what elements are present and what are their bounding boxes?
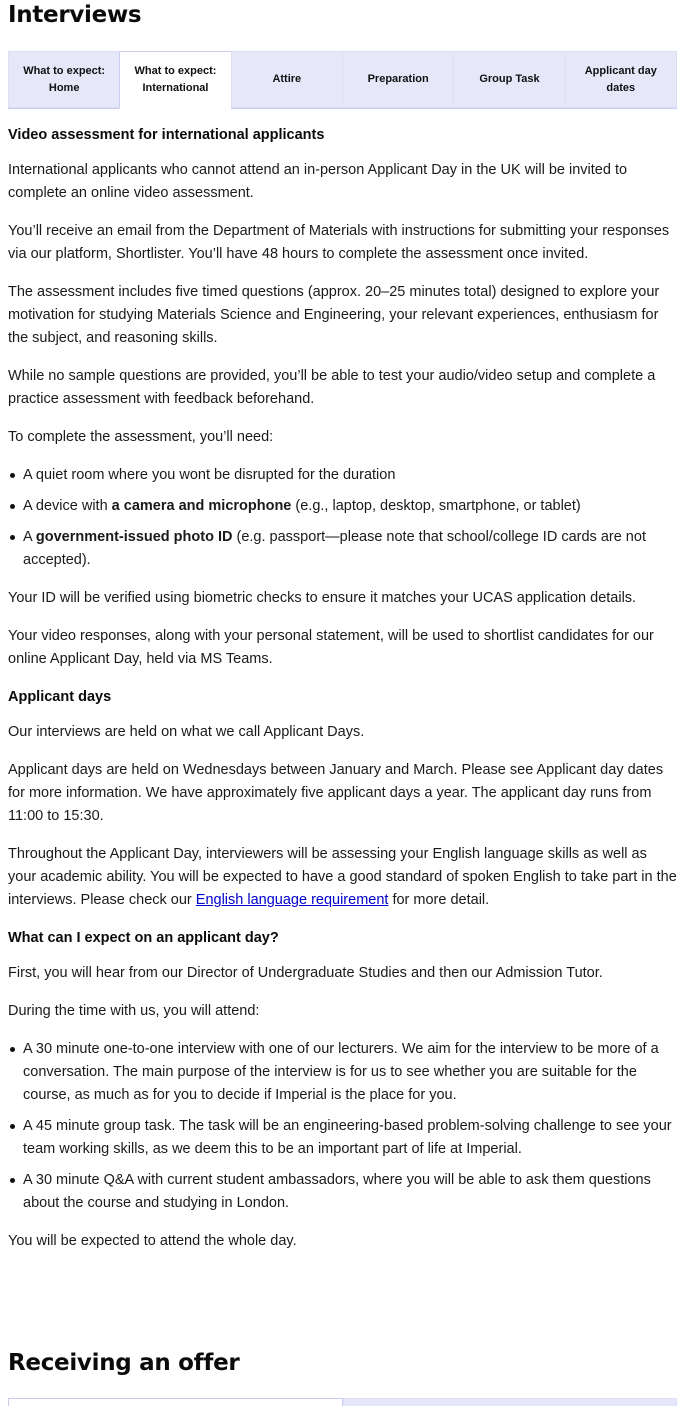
offer-tab-bar (8, 1398, 677, 1406)
paragraph: International applicants who cannot attend an in-person Applicant Day in the UK will be invited to complete an online video assessment. (8, 162, 628, 201)
paragraph: Our interviews are held on what we call Applicant Days. (8, 724, 365, 740)
list-item: A quiet room where you wont be disrupted for the duration (23, 464, 677, 487)
tab-label: What to expect: Home (23, 64, 106, 94)
list-item: A 45 minute group task. The task will be an engineering-based problem-solving challenge to see your team working skills, as we deem this to be an important part of life at Imperial. (23, 1115, 677, 1161)
paragraph: You’ll receive an email from the Department of Materials with instructions for submitting your responses via our platform, Shortlister. You’ll have 48 hours to complete the assessment once invited. (8, 223, 670, 262)
list-item: A device with a camera and microphone (e.g., laptop, desktop, smartphone, or tablet) (23, 495, 677, 518)
list-item: A government-issued photo ID (e.g. passport—please note that school/college ID cards are not accepted). (23, 526, 677, 572)
paragraph: Throughout the Applicant Day, interviewers will be assessing your English language skills as well as your academic ability. You will be expected to have a good standard of spoken English to take part in the interviews. Please check our English language requirement for more detail. (8, 846, 677, 908)
tab-what-to-expect-international[interactable] (119, 51, 230, 109)
paragraph: Applicant days are held on Wednesdays between January and March. Please see Applicant day dates for more information. We have approximately five applicant days a year. The applicant day runs from 11:00 to 15:30. (8, 762, 664, 824)
applicant-days-heading: Applicant days (8, 689, 112, 705)
english-language-requirement-link[interactable]: English language requirement (195, 892, 389, 908)
paragraph: While no sample questions are provided, you’ll be able to test your audio/video setup and complete a practice assessment with feedback beforehand. (8, 368, 656, 407)
what-to-expect-heading: What can I expect on an applicant day? (8, 930, 279, 946)
tab-label: Applicant day dates (584, 64, 657, 94)
tab-attire[interactable] (231, 51, 342, 108)
tab-group-task[interactable] (453, 51, 564, 108)
tab-label: Preparation (367, 73, 429, 85)
list-item: A 30 minute Q&A with current student ambassadors, where you will be able to ask them questions about the course and studying in London. (23, 1169, 677, 1215)
tab-preparation[interactable] (342, 51, 453, 108)
paragraph: First, you will hear from our Director of Undergraduate Studies and then our Admission Tutor. (8, 965, 603, 981)
list-item: A 30 minute one-to-one interview with one of our lecturers. We aim for the interview to be more of a conversation. The main purpose of the interview is for us to see whether you are suitable for the course, as much as for you to decide if Imperial is the place for you. (23, 1038, 677, 1107)
offer-tab[interactable] (8, 1398, 343, 1406)
paragraph: Your video responses, along with your personal statement, will be used to shortlist candidates for our online Applicant Day, held via MS Teams. (8, 628, 654, 667)
paragraph: The assessment includes five timed questions (approx. 20–25 minutes total) designed to explore your motivation for studying Materials Science and Engineering, your relevant experiences, enthusiasm for the subject, and reasoning skills. (8, 284, 660, 346)
interviews-heading: Interviews (8, 2, 142, 28)
tab-what-to-expect-home[interactable] (8, 51, 119, 108)
paragraph: To complete the assessment, you’ll need: (8, 429, 274, 445)
activities-list (8, 1038, 677, 1215)
tab-applicant-day-dates[interactable] (565, 51, 677, 108)
paragraph: You will be expected to attend the whole day. (8, 1233, 297, 1249)
tab-panel-international (8, 124, 677, 1268)
interviews-tab-bar (8, 51, 677, 109)
video-assessment-heading: Video assessment for international applicants (8, 127, 325, 143)
offer-tab[interactable] (343, 1398, 678, 1406)
tab-label: Group Task (479, 73, 540, 85)
tab-label: What to expect: International (134, 65, 217, 94)
requirements-list (8, 464, 677, 572)
paragraph: During the time with us, you will attend: (8, 1003, 260, 1019)
receiving-an-offer-heading: Receiving an offer (8, 1350, 240, 1376)
paragraph: Your ID will be verified using biometric checks to ensure it matches your UCAS application details. (8, 590, 637, 606)
tab-label: Attire (272, 73, 302, 85)
